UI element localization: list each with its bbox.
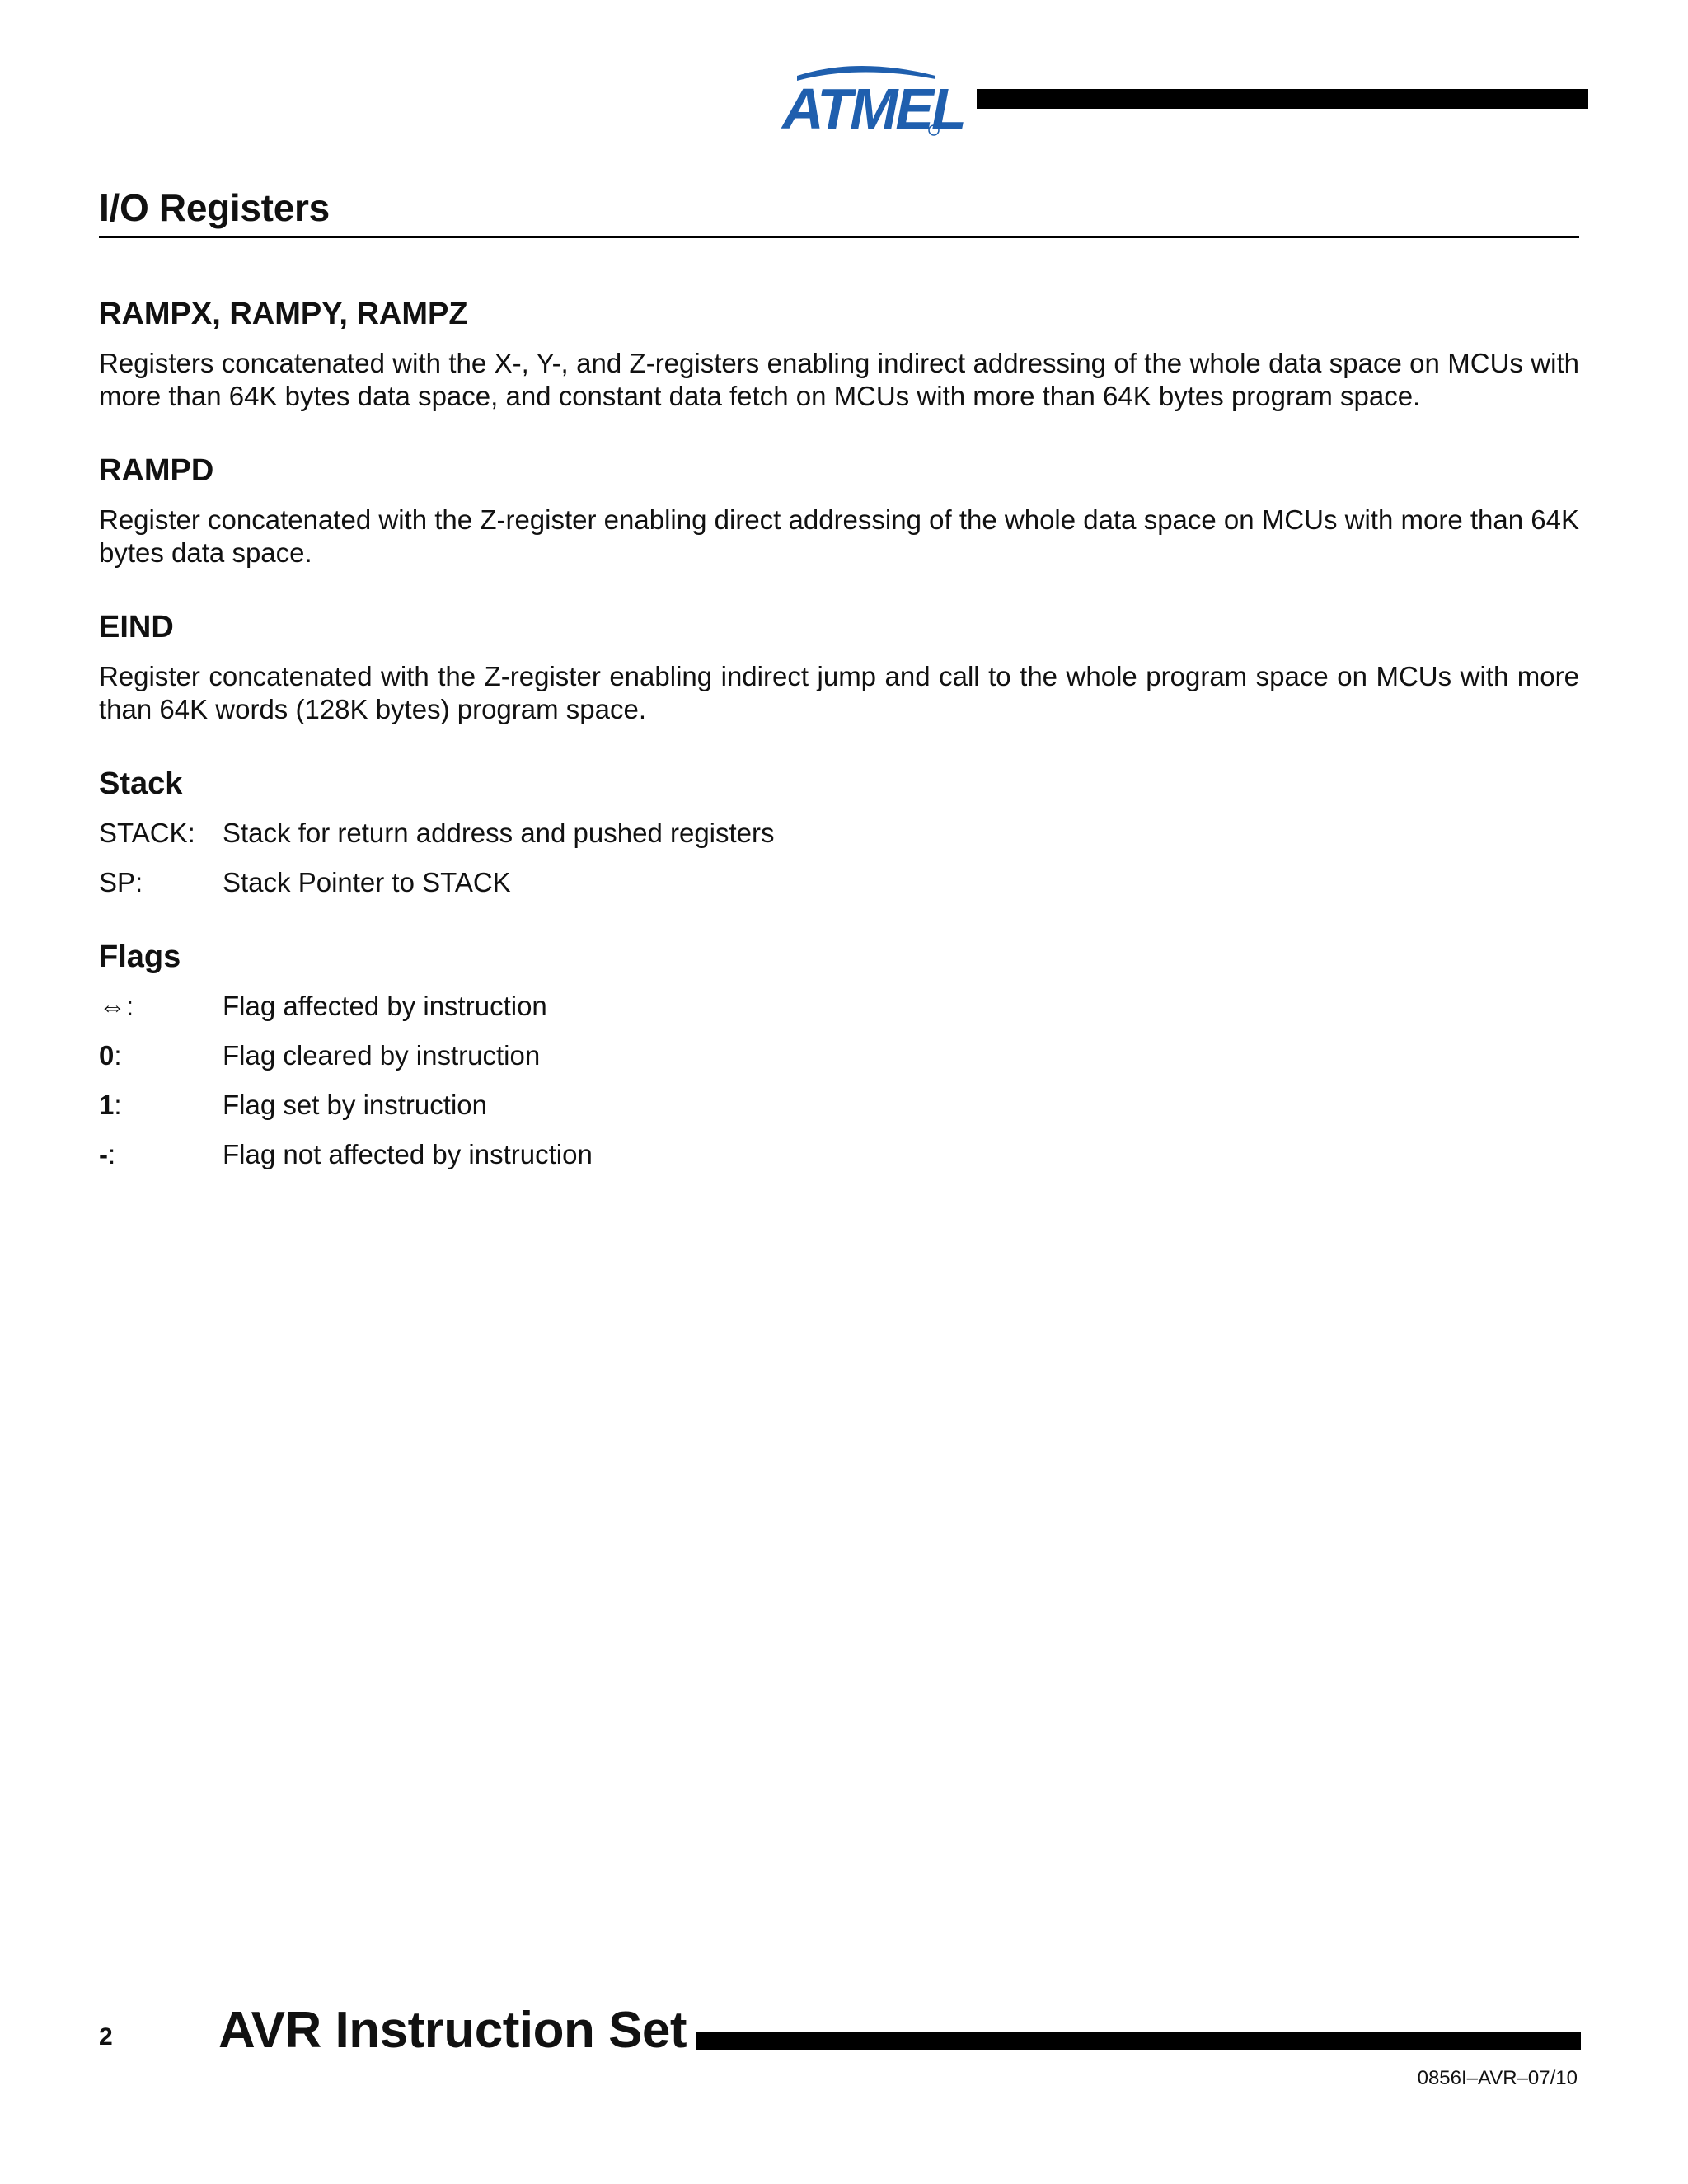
svg-text:ATMEL: ATMEL <box>782 77 964 141</box>
flag-desc: Flag set by instruction <box>223 1090 487 1120</box>
section-rampxyz <box>99 293 1579 413</box>
section-rampd <box>99 449 1579 569</box>
page-number: 2 <box>99 2023 113 2050</box>
stack-term: STACK: <box>99 818 195 848</box>
flag-symbol: 1 <box>99 1090 115 1120</box>
list-item <box>99 990 1579 1023</box>
stack-desc: Stack Pointer to STACK <box>223 867 511 898</box>
section-flags <box>99 935 1579 1171</box>
stack-list <box>99 817 1579 899</box>
flag-desc: Flag not affected by instruction <box>223 1139 593 1169</box>
section-body: Registers concatenated with the X-, Y-, and Z-registers enabling indirect addressing of the whole data space on MCUs with more than 64K bytes data space, and constant data fetch on MCUs with more than 64K bytes program space. <box>99 348 1579 411</box>
flag-symbol: ⇔ <box>99 991 126 1021</box>
section-heading: RAMPX, RAMPY, RAMPZ <box>99 297 468 331</box>
list-item <box>99 1089 1579 1122</box>
list-item <box>99 866 1579 899</box>
doc-code: 0856I–AVR–07/10 <box>1417 2067 1578 2089</box>
section-body: Register concatenated with the Z-register enabling direct addressing of the whole data space on MCUs with more than 64K bytes data space. <box>99 504 1579 568</box>
section-eind <box>99 606 1579 726</box>
stack-term: SP: <box>99 867 143 898</box>
flag-term: 0: <box>99 1040 122 1071</box>
footer-doc-title: AVR Instruction Set <box>218 2002 687 2059</box>
flag-desc: Flag affected by instruction <box>223 991 547 1021</box>
flag-term: 1: <box>99 1090 122 1120</box>
stack-desc: Stack for return address and pushed registers <box>223 818 775 848</box>
section-heading: Flags <box>99 940 181 974</box>
atmel-logo <box>779 59 964 141</box>
footer-bar <box>696 2032 1581 2050</box>
title-rule <box>99 236 1579 238</box>
list-item <box>99 1039 1579 1072</box>
flag-desc: Flag cleared by instruction <box>223 1040 541 1071</box>
section-heading: Stack <box>99 766 183 801</box>
flag-term: ⇔: <box>99 991 134 1021</box>
section-stack <box>99 762 1579 899</box>
flag-symbol: 0 <box>99 1040 115 1071</box>
section-heading: RAMPD <box>99 453 214 488</box>
flag-term: -: <box>99 1139 116 1169</box>
list-item <box>99 1138 1579 1171</box>
flag-symbol: - <box>99 1139 108 1169</box>
section-body: Register concatenated with the Z-register enabling indirect jump and call to the whole program space on MCUs with more than 64K words (128K bytes) program space. <box>99 661 1579 724</box>
flags-list <box>99 990 1579 1171</box>
section-heading: EIND <box>99 610 174 644</box>
page-title: I/O Registers <box>99 186 330 229</box>
content <box>99 293 1579 1207</box>
list-item <box>99 817 1579 850</box>
header-bar <box>977 89 1588 109</box>
